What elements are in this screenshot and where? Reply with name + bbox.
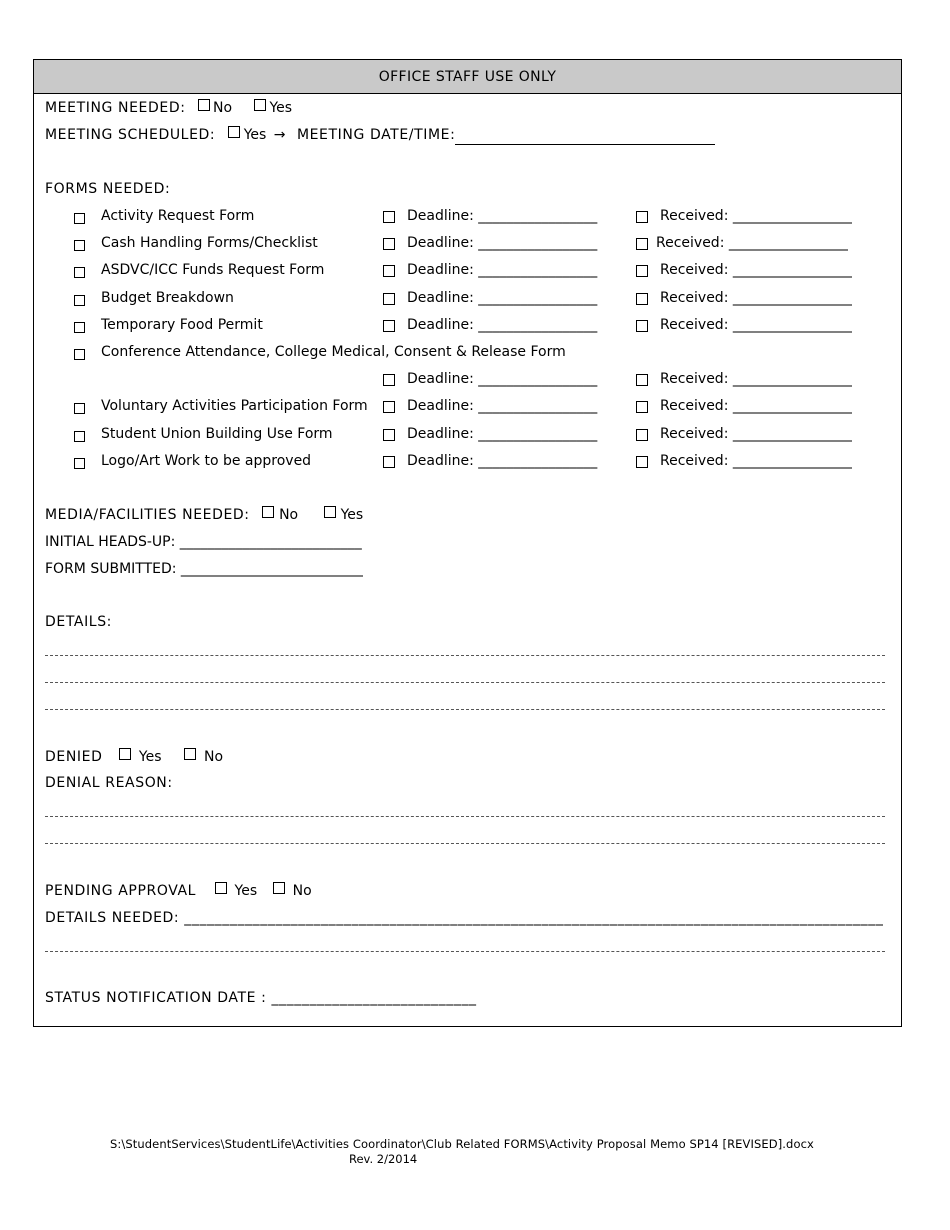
denial-line-1[interactable]: [45, 816, 885, 818]
form-checkbox[interactable]: [74, 213, 85, 224]
form-name: Student Union Building Use Form: [101, 426, 333, 442]
form-row-cash-handling: [45, 233, 885, 253]
deadline-checkbox[interactable]: [383, 320, 395, 332]
received-field[interactable]: Received: _________________: [660, 208, 852, 224]
form-row-voluntary-activities: [45, 396, 885, 416]
received-checkbox[interactable]: [636, 320, 648, 332]
pending-yes-label: Yes: [234, 883, 258, 899]
deadline-checkbox[interactable]: [383, 374, 395, 386]
received-checkbox[interactable]: [636, 456, 648, 468]
denied-no-checkbox[interactable]: [184, 748, 196, 760]
denied-row: [45, 747, 241, 767]
received-checkbox[interactable]: [636, 374, 648, 386]
received-field[interactable]: Received: _________________: [660, 426, 852, 442]
deadline-field[interactable]: Deadline: _________________: [407, 453, 598, 469]
meeting-needed-yes-checkbox[interactable]: [254, 99, 266, 111]
form-row-student-union: [45, 424, 885, 444]
received-field[interactable]: Received: _________________: [660, 290, 852, 306]
deadline-checkbox[interactable]: [383, 456, 395, 468]
form-row-logo-artwork: [45, 451, 885, 471]
details-needed-line-2[interactable]: [45, 951, 885, 953]
header-title: OFFICE STAFF USE ONLY: [378, 68, 557, 85]
deadline-checkbox[interactable]: [383, 293, 395, 305]
details-line-1[interactable]: [45, 655, 885, 657]
form-row-conference-deadlines: [45, 369, 885, 389]
deadline-checkbox[interactable]: [383, 265, 395, 277]
form-submitted-field[interactable]: FORM SUBMITTED: __________________________: [45, 561, 363, 577]
deadline-field[interactable]: Deadline: _________________: [407, 262, 598, 278]
meeting-needed-no-checkbox[interactable]: [198, 99, 210, 111]
form-checkbox[interactable]: [74, 431, 85, 442]
form-row-conference: [45, 342, 885, 362]
form-name: Voluntary Activities Participation Form: [101, 398, 368, 414]
received-field[interactable]: Received: _________________: [660, 262, 852, 278]
pending-approval-label: PENDING APPROVAL: [45, 883, 197, 899]
meeting-needed-yes-label: Yes: [269, 100, 293, 116]
meeting-needed-row: [45, 98, 310, 118]
form-name: ASDVC/ICC Funds Request Form: [101, 262, 325, 278]
forms-needed-label: FORMS NEEDED:: [45, 181, 171, 197]
received-checkbox[interactable]: [636, 265, 648, 277]
form-row-food-permit: [45, 315, 885, 335]
form-name: Budget Breakdown: [101, 290, 234, 306]
deadline-field[interactable]: Deadline: _________________: [407, 426, 598, 442]
details-line-2[interactable]: [45, 682, 885, 684]
office-use-form: [33, 59, 902, 1027]
received-checkbox[interactable]: [636, 238, 648, 250]
received-field[interactable]: Received: _________________: [660, 453, 852, 469]
meeting-scheduled-yes-checkbox[interactable]: [228, 126, 240, 138]
received-checkbox[interactable]: [636, 429, 648, 441]
form-name: Temporary Food Permit: [101, 317, 263, 333]
form-name: Activity Request Form: [101, 208, 255, 224]
form-checkbox[interactable]: [74, 240, 85, 251]
form-checkbox[interactable]: [74, 267, 85, 278]
form-name: Conference Attendance, College Medical, Consent & Release Form: [101, 344, 566, 360]
deadline-checkbox[interactable]: [383, 401, 395, 413]
meeting-needed-no-label: No: [212, 100, 233, 116]
form-header: [34, 60, 901, 94]
form-row-asdvc-funds: [45, 260, 885, 280]
received-field[interactable]: Received: _________________: [660, 371, 852, 387]
pending-yes-checkbox[interactable]: [215, 882, 227, 894]
received-checkbox[interactable]: [636, 211, 648, 223]
deadline-field[interactable]: Deadline: _________________: [407, 317, 598, 333]
deadline-checkbox[interactable]: [383, 238, 395, 250]
meeting-scheduled-label: MEETING SCHEDULED:: [45, 127, 216, 143]
pending-approval-row: [45, 881, 330, 901]
deadline-checkbox[interactable]: [383, 211, 395, 223]
form-checkbox[interactable]: [74, 458, 85, 469]
deadline-field[interactable]: Deadline: _________________: [407, 371, 598, 387]
meeting-needed-label: MEETING NEEDED:: [45, 100, 186, 116]
received-field[interactable]: Received: _________________: [660, 398, 852, 414]
media-facilities-row: [45, 505, 381, 525]
deadline-field[interactable]: Deadline: _________________: [407, 398, 598, 414]
denied-no-label: No: [203, 749, 224, 765]
denied-yes-label: Yes: [138, 749, 162, 765]
form-checkbox[interactable]: [74, 349, 85, 360]
form-name: Logo/Art Work to be approved: [101, 453, 312, 469]
status-notification-date-field[interactable]: STATUS NOTIFICATION DATE : ___________________________: [45, 990, 477, 1006]
denied-yes-checkbox[interactable]: [119, 748, 131, 760]
heads-up-field[interactable]: INITIAL HEADS-UP: __________________________: [45, 534, 362, 550]
details-line-3[interactable]: [45, 709, 885, 711]
media-no-label: No: [279, 507, 299, 523]
form-row-activity-request: [45, 206, 885, 226]
deadline-field[interactable]: Deadline: _________________: [407, 235, 598, 251]
footer-revision: Rev. 2/2014: [349, 1152, 418, 1166]
denial-reason-label: DENIAL REASON:: [45, 775, 173, 791]
media-no-checkbox[interactable]: [262, 506, 274, 518]
received-checkbox[interactable]: [636, 293, 648, 305]
meeting-date-field[interactable]: [455, 128, 715, 145]
media-facilities-label: MEDIA/FACILITIES NEEDED:: [45, 507, 250, 523]
deadline-field[interactable]: Deadline: _________________: [407, 290, 598, 306]
pending-no-checkbox[interactable]: [273, 882, 285, 894]
form-name: Cash Handling Forms/Checklist: [101, 235, 318, 251]
deadline-checkbox[interactable]: [383, 429, 395, 441]
received-field[interactable]: Received: _________________: [660, 317, 852, 333]
media-yes-checkbox[interactable]: [324, 506, 336, 518]
form-row-budget-breakdown: [45, 288, 885, 308]
form-checkbox[interactable]: [74, 295, 85, 306]
received-checkbox[interactable]: [636, 401, 648, 413]
meeting-date-label: MEETING DATE/TIME:: [296, 127, 456, 143]
denied-label: DENIED: [45, 749, 103, 765]
meeting-scheduled-yes-label: Yes: [243, 127, 267, 143]
pending-no-label: No: [292, 883, 312, 899]
meeting-scheduled-row: [45, 125, 715, 145]
details-label: DETAILS:: [45, 614, 113, 630]
received-field[interactable]: Received: _________________: [656, 235, 848, 251]
details-needed-field[interactable]: DETAILS NEEDED: ____________________________________________________________________________________________: [45, 910, 884, 926]
arrow-right-icon: →: [273, 127, 286, 143]
deadline-field[interactable]: Deadline: _________________: [407, 208, 598, 224]
media-yes-label: Yes: [340, 507, 364, 523]
form-checkbox[interactable]: [74, 403, 85, 414]
form-checkbox[interactable]: [74, 322, 85, 333]
denial-line-2[interactable]: [45, 843, 885, 845]
footer-file-path: S:\StudentServices\StudentLife\Activities Coordinator\Club Related FORMS\Activity Proposal Memo SP14 [REVISED].docx: [110, 1137, 814, 1151]
